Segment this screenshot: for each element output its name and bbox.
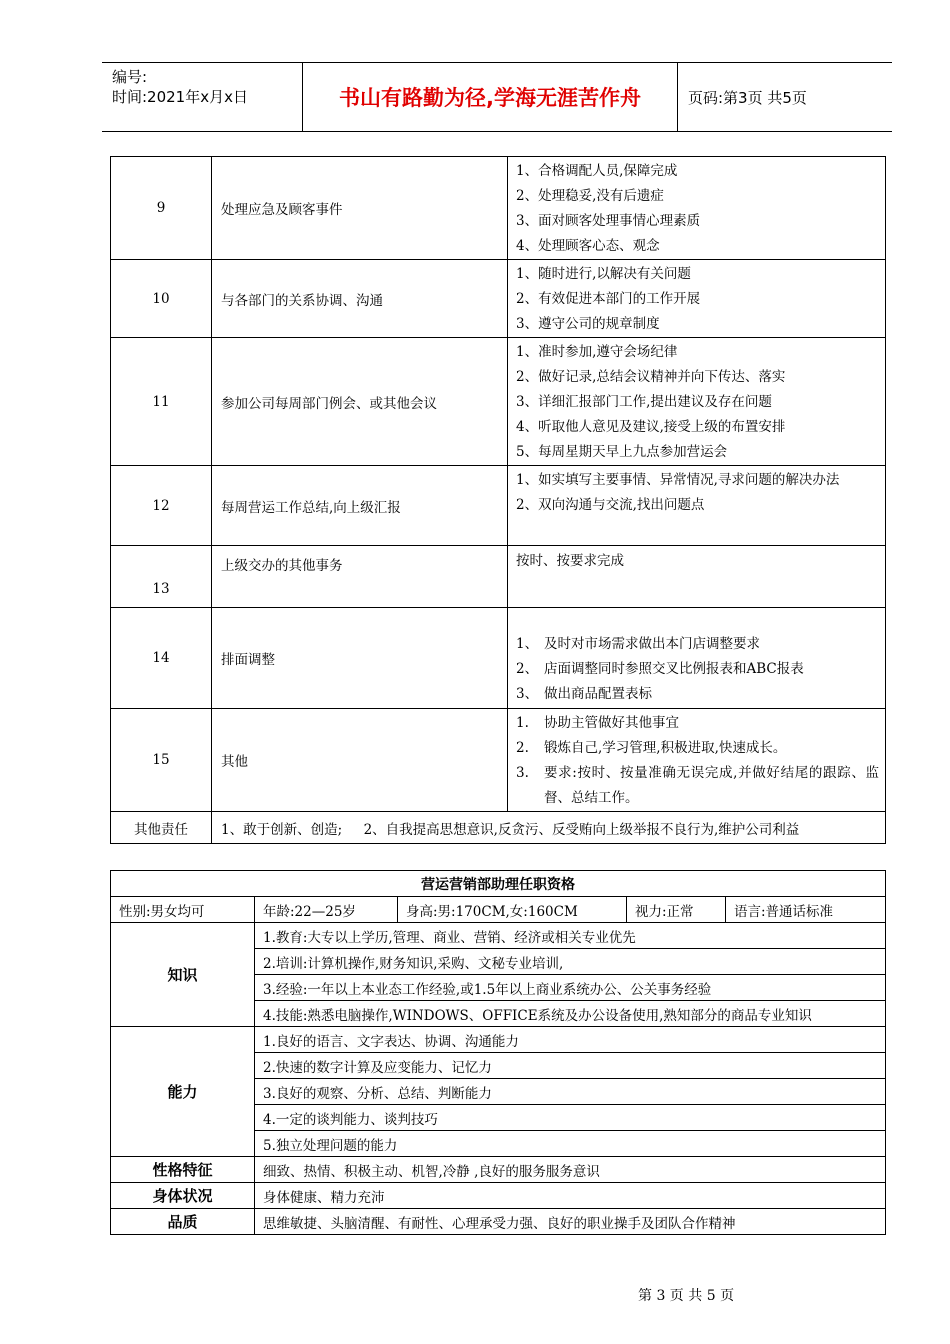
personality-label: 性格特征 <box>111 1157 255 1183</box>
header-page-info: 页码:第3页 共5页 <box>688 88 807 107</box>
motto: 书山有路勤为径,学海无涯苦作舟 <box>339 86 641 110</box>
duty-standards <box>508 260 886 338</box>
knowledge-item: 1.教育:大专以上学历,管理、商业、营销、经济或相关专业优先 <box>255 923 886 949</box>
page-header <box>102 62 892 132</box>
duty-row <box>111 157 886 260</box>
knowledge-item: 2.培训:计算机操作,财务知识,采购、文秘专业培训, <box>255 949 886 975</box>
knowledge-item: 4.技能:熟悉电脑操作,WINDOWS、OFFICE系统及办公设备使用,熟知部分的商品专业知识 <box>255 1001 886 1027</box>
other-duty-text: 1、敢于创新、创造; 2、自我提高思想意识,反贪污、反受贿向上级举报不良行为,维护公司利益 <box>212 812 886 844</box>
physical-row <box>111 1183 886 1209</box>
knowledge-row <box>111 923 886 949</box>
duty-standards <box>508 546 886 608</box>
standard-item: 1、准时参加,遵守会场纪律 <box>516 344 678 360</box>
header-page-cell <box>678 63 892 131</box>
standard-item: 3、面对顾客处理事情心理素质 <box>516 213 701 229</box>
duty-task: 其他 <box>212 709 508 812</box>
document-date: 时间:2021年x月x日 <box>112 88 248 106</box>
duty-standards <box>508 338 886 466</box>
standard-item: 1、 及时对市场需求做出本门店调整要求 <box>516 636 760 652</box>
duty-task: 上级交办的其他事务 <box>212 546 508 608</box>
ability-item: 1.良好的语言、文字表达、协调、沟通能力 <box>255 1027 886 1053</box>
duty-number: 9 <box>111 157 212 260</box>
knowledge-item: 3.经验:一年以上本业态工作经验,或1.5年以上商业系统办公、公关事务经验 <box>255 975 886 1001</box>
standard-item: 3、遵守公司的规章制度 <box>516 316 660 332</box>
duty-task: 与各部门的关系协调、沟通 <box>212 260 508 338</box>
header-motto-cell <box>303 63 678 131</box>
qualification-table <box>110 870 886 1235</box>
ability-item: 5.独立处理问题的能力 <box>255 1131 886 1157</box>
personality-row <box>111 1157 886 1183</box>
duty-number: 13 <box>111 546 212 608</box>
standard-item: 1、合格调配人员,保障完成 <box>516 163 678 179</box>
duty-row <box>111 546 886 608</box>
footer-page-number: 第 3 页 共 5 页 <box>638 1288 735 1304</box>
document-number-label: 编号: <box>112 68 148 86</box>
quality-text: 思维敏捷、头脑清醒、有耐性、心理承受力强、良好的职业操手及团队合作精神 <box>255 1209 886 1235</box>
standard-item: 按时、按要求完成 <box>516 553 624 569</box>
knowledge-label: 知识 <box>111 923 255 1027</box>
standard-item: 2、双向沟通与交流,找出问题点 <box>516 497 705 513</box>
standard-item: 2、做好记录,总结会议精神并向下传达、落实 <box>516 369 786 385</box>
duty-row <box>111 338 886 466</box>
ability-item: 3.良好的观察、分析、总结、判断能力 <box>255 1079 886 1105</box>
standard-item: 4、处理顾客心态、观念 <box>516 238 660 254</box>
quality-row <box>111 1209 886 1235</box>
standard-item: 2、处理稳妥,没有后遗症 <box>516 188 664 204</box>
ability-item: 2.快速的数字计算及应变能力、记忆力 <box>255 1053 886 1079</box>
duty-row <box>111 709 886 812</box>
basic-language: 语言:普通话标准 <box>726 897 886 923</box>
standard-item: 2、 店面调整同时参照交叉比例报表和ABC报表 <box>516 661 804 677</box>
duty-number: 14 <box>111 608 212 709</box>
duty-table <box>110 156 886 844</box>
basic-vision: 视力:正常 <box>627 897 726 923</box>
standard-item: 3、详细汇报部门工作,提出建议及存在问题 <box>516 394 772 410</box>
header-meta-cell <box>102 63 303 131</box>
duty-standards <box>508 608 886 709</box>
basic-age: 年龄:22—25岁 <box>255 897 398 923</box>
duty-standards <box>508 157 886 260</box>
duty-number: 10 <box>111 260 212 338</box>
standard-item: 5、每周星期天早上九点参加营运会 <box>516 444 728 460</box>
standard-item: 1、随时进行,以解决有关问题 <box>516 266 691 282</box>
standard-item: 3. 要求:按时、按量准确无误完成,并做好结尾的跟踪、监督、总结工作。 <box>516 765 879 806</box>
other-duty-row <box>111 812 886 844</box>
duty-row <box>111 260 886 338</box>
physical-label: 身体状况 <box>111 1183 255 1209</box>
ability-item: 4.一定的谈判能力、谈判技巧 <box>255 1105 886 1131</box>
duty-standards <box>508 466 886 546</box>
duty-task: 每周营运工作总结,向上级汇报 <box>212 466 508 546</box>
quality-label: 品质 <box>111 1209 255 1235</box>
basic-height: 身高:男:170CM,女:160CM <box>398 897 627 923</box>
duty-number: 11 <box>111 338 212 466</box>
basics-row <box>111 897 886 923</box>
qualification-title: 营运营销部助理任职资格 <box>111 871 886 897</box>
duty-standards <box>508 709 886 812</box>
standard-item: 4、听取他人意见及建议,接受上级的布置安排 <box>516 419 786 435</box>
ability-label: 能力 <box>111 1027 255 1157</box>
standard-item: 1. 协助主管做好其他事宜 <box>516 715 679 731</box>
standard-item: 2、有效促进本部门的工作开展 <box>516 291 701 307</box>
standard-item: 3、 做出商品配置表标 <box>516 686 652 702</box>
basic-gender: 性别:男女均可 <box>111 897 255 923</box>
standard-item: 1、如实填写主要事情、异常情况,寻求问题的解决办法 <box>516 472 840 488</box>
duty-task: 排面调整 <box>212 608 508 709</box>
duty-task: 参加公司每周部门例会、或其他会议 <box>212 338 508 466</box>
other-duty-label: 其他责任 <box>111 812 212 844</box>
qualification-title-row <box>111 871 886 897</box>
personality-text: 细致、热情、积极主动、机智,冷静 ,良好的服务服务意识 <box>255 1157 886 1183</box>
duty-task: 处理应急及顾客事件 <box>212 157 508 260</box>
standard-item: 2. 锻炼自己,学习管理,积极进取,快速成长。 <box>516 740 787 756</box>
ability-row <box>111 1027 886 1053</box>
duty-row <box>111 608 886 709</box>
duty-number: 15 <box>111 709 212 812</box>
duty-row <box>111 466 886 546</box>
physical-text: 身体健康、精力充沛 <box>255 1183 886 1209</box>
duty-number: 12 <box>111 466 212 546</box>
